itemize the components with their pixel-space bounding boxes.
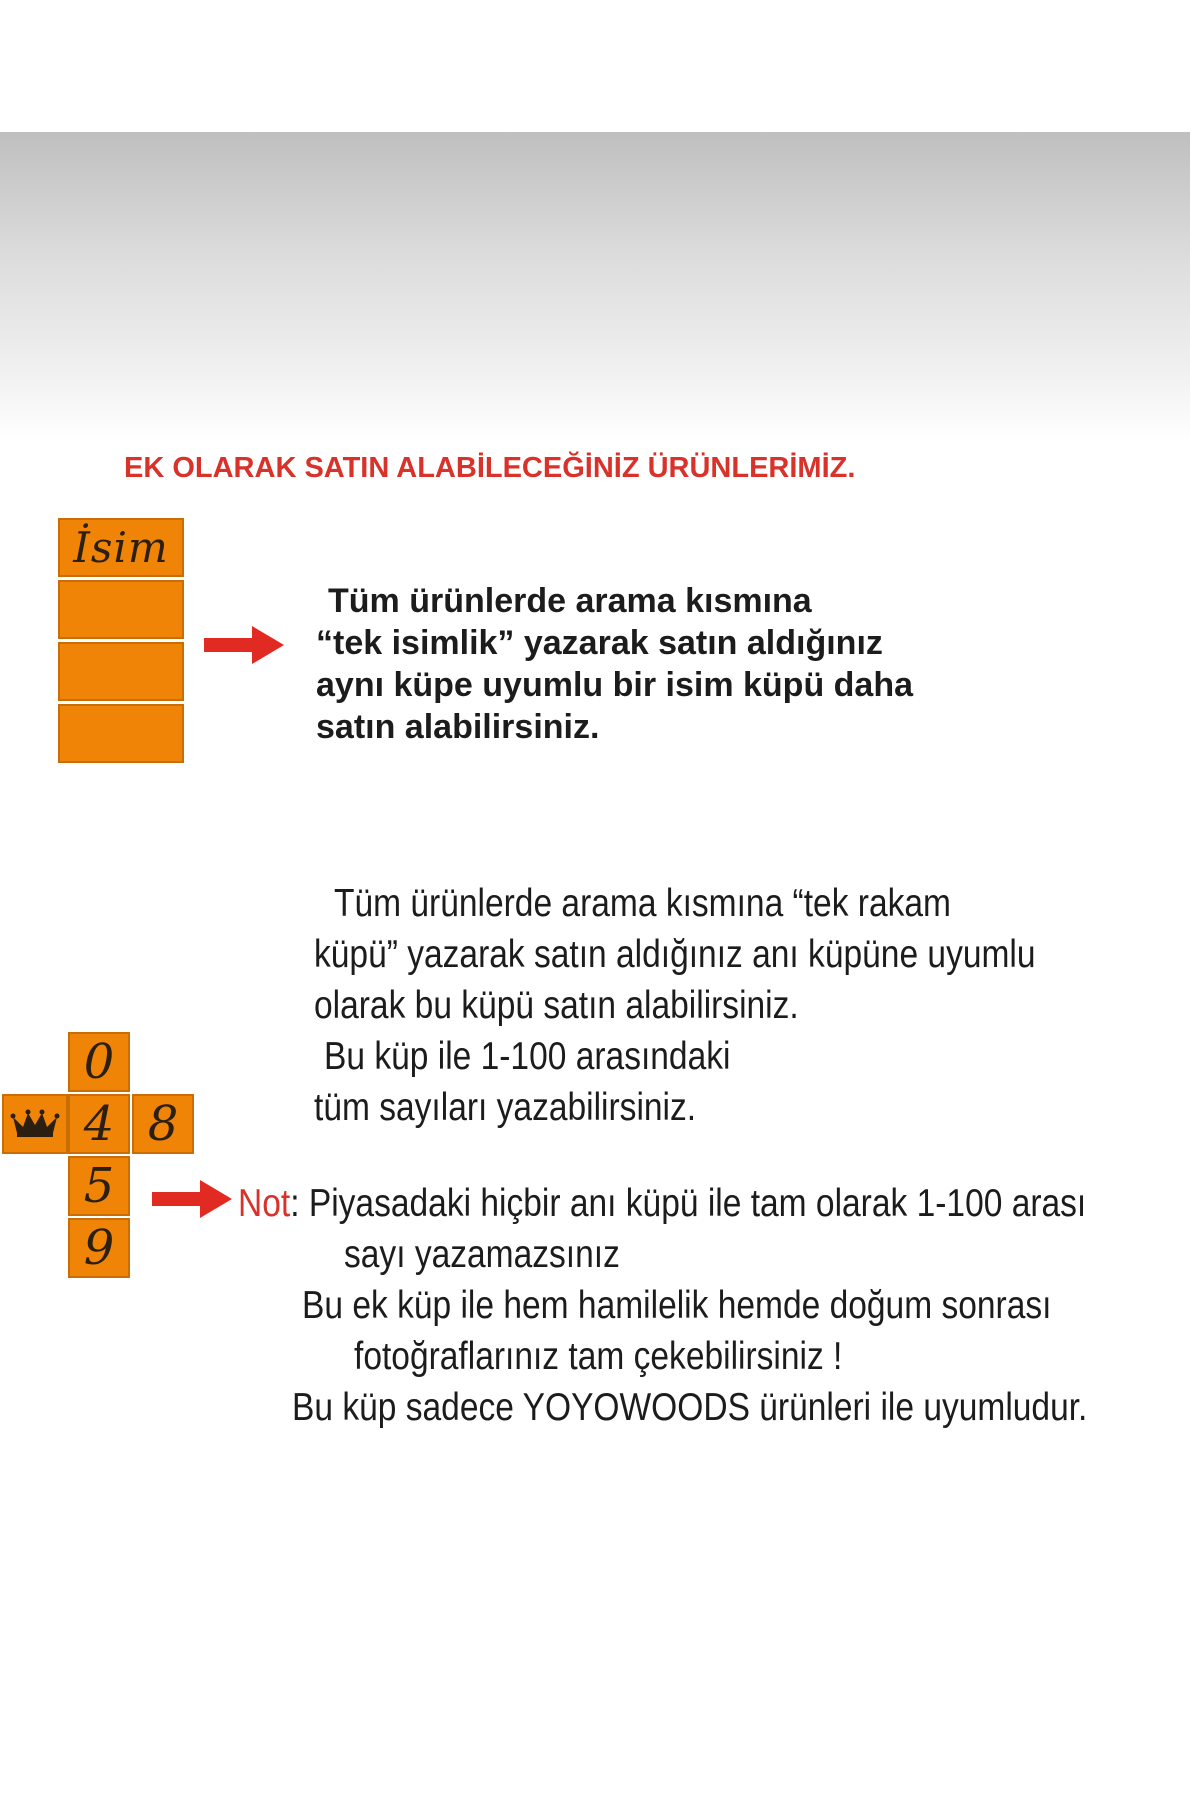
name-cube-label: İsim xyxy=(73,523,169,572)
name-cube-face xyxy=(58,642,184,701)
text-line: satın alabilirsiniz. xyxy=(316,708,600,746)
number-cube-face-crown xyxy=(2,1094,68,1154)
note-text: Bu ek küp ile hem hamilelik hemde doğum sonrası xyxy=(302,1284,1052,1327)
number-cube xyxy=(0,1032,210,1282)
right-arrow-icon xyxy=(204,626,284,664)
note-label: Not xyxy=(238,1182,291,1225)
gray-gradient-band xyxy=(0,132,1190,442)
page-heading: EK OLARAK SATIN ALABİLECEĞİNİZ ÜRÜNLERİMİZ. xyxy=(124,452,856,484)
number-cube-description xyxy=(314,878,1174,1133)
text-line: “tek isimlik” yazarak satın aldığınız xyxy=(316,624,883,662)
name-cube-face-top xyxy=(58,518,184,577)
text-line: küpü” yazarak satın aldığınız anı küpüne uyumlu xyxy=(314,933,1036,976)
note-text: fotoğraflarınız tam çekebilirsiniz ! xyxy=(354,1335,843,1378)
text-line: aynı küpe uyumlu bir isim küpü daha xyxy=(316,666,914,704)
name-cube xyxy=(58,518,188,766)
number-cube-face: 8 xyxy=(132,1094,194,1154)
number-cube-face: 0 xyxy=(68,1032,130,1092)
text-line: Tüm ürünlerde arama kısmına “tek rakam xyxy=(334,882,951,925)
crown-icon xyxy=(10,1109,60,1139)
number-cube-face: 4 xyxy=(68,1094,130,1154)
note-block xyxy=(238,1178,1198,1433)
text-line: Bu küp ile 1-100 arasındaki xyxy=(324,1035,731,1078)
note-text: : Piyasadaki hiçbir anı küpü ile tam olarak 1-100 arası xyxy=(290,1182,1087,1225)
name-cube-face xyxy=(58,704,184,763)
right-arrow-icon xyxy=(152,1180,232,1218)
text-line: olarak bu küpü satın alabilirsiniz. xyxy=(314,984,799,1027)
note-text: sayı yazamazsınız xyxy=(344,1233,620,1276)
note-text: Bu küp sadece YOYOWOODS ürünleri ile uyumludur. xyxy=(292,1386,1088,1429)
name-cube-face xyxy=(58,580,184,639)
name-cube-description xyxy=(316,580,1076,748)
number-cube-face: 9 xyxy=(68,1218,130,1278)
text-line: tüm sayıları yazabilirsiniz. xyxy=(314,1086,697,1129)
text-line: Tüm ürünlerde arama kısmına xyxy=(328,582,812,620)
number-cube-face: 5 xyxy=(68,1156,130,1216)
